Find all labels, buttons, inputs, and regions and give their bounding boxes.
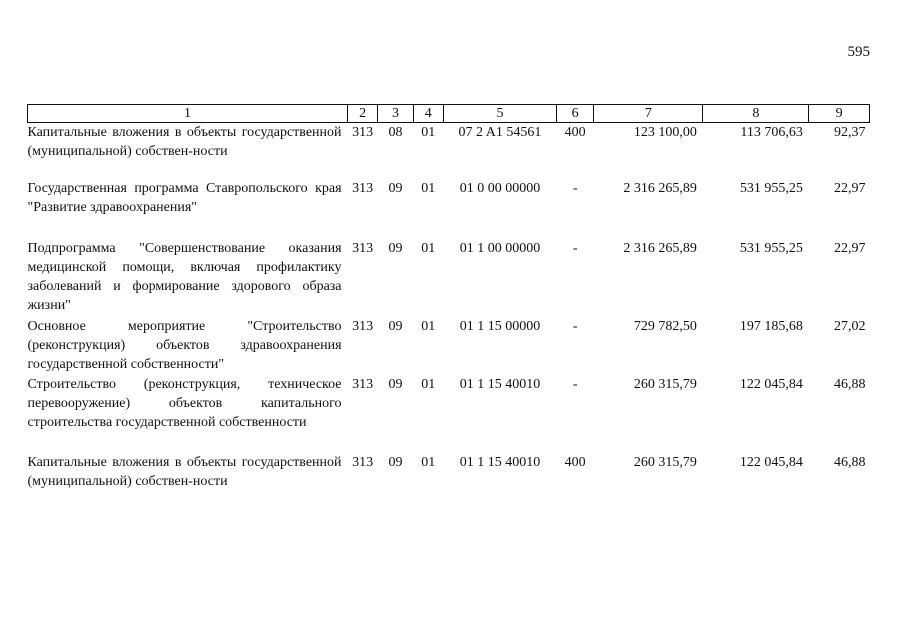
row-percent: 92,37 — [834, 125, 866, 140]
row-code-ministry: 313 — [352, 454, 374, 470]
row-code-expense-type: 400 — [564, 125, 586, 140]
row-percent: 22,97 — [834, 180, 866, 196]
row-amount-actual: 531 955,25 — [739, 180, 803, 196]
row-amount-plan: 2 316 265,89 — [623, 240, 697, 256]
row-code-section: 09 — [388, 180, 403, 196]
header-row — [28, 105, 870, 123]
table-row — [28, 179, 870, 239]
row-code-section: 09 — [388, 240, 403, 256]
budget-table — [27, 104, 870, 513]
row-amount-actual: 197 185,68 — [739, 318, 803, 334]
row-code-subsection: 01 — [421, 180, 436, 196]
row-code-ministry: 313 — [352, 180, 374, 196]
row-percent: 46,88 — [834, 454, 866, 470]
row-code-expense-type: - — [572, 376, 578, 392]
row-code-ministry: 313 — [352, 318, 374, 334]
row-amount-actual: 113 706,63 — [740, 125, 803, 140]
row-code-subsection: 01 — [421, 376, 436, 392]
row-code-subsection: 01 — [421, 125, 436, 140]
row-amount-actual: 122 045,84 — [739, 376, 803, 392]
row-code-subsection: 01 — [421, 318, 436, 334]
row-amount-actual: 531 955,25 — [739, 240, 803, 256]
table-row — [28, 317, 870, 375]
header-col-8: 8 — [703, 105, 809, 123]
page-number: 595 — [847, 44, 870, 60]
row-name: Капитальные вложения в объекты государственной (муниципальной) собствен-ности — [27, 125, 342, 159]
row-code-subsection: 01 — [421, 240, 436, 256]
table-row — [28, 375, 870, 453]
row-amount-plan: 260 315,79 — [633, 454, 697, 470]
row-percent: 27,02 — [834, 318, 866, 334]
header-col-5: 5 — [443, 105, 556, 123]
header-col-1: 1 — [28, 105, 348, 123]
row-amount-plan: 260 315,79 — [633, 376, 697, 392]
row-code-subsection: 01 — [421, 454, 436, 470]
row-percent: 46,88 — [834, 376, 866, 392]
row-code-target: 01 1 15 40010 — [459, 454, 541, 470]
header-col-6: 6 — [556, 105, 593, 123]
row-amount-actual: 122 045,84 — [739, 454, 803, 470]
row-name: Подпрограмма "Совершенствование оказания медицинской помощи, включая профилактику заболеваний и формирование здорового образа жизни" — [27, 240, 342, 313]
row-code-ministry: 313 — [352, 376, 374, 392]
row-code-section: 09 — [388, 318, 403, 334]
row-code-section: 08 — [388, 125, 403, 140]
row-code-target: 01 1 15 40010 — [459, 376, 541, 392]
row-amount-plan: 729 782,50 — [633, 318, 697, 334]
table-row — [28, 123, 870, 179]
row-code-target: 01 1 00 00000 — [459, 240, 541, 256]
header-col-2: 2 — [348, 105, 378, 123]
header-col-7: 7 — [594, 105, 703, 123]
row-code-expense-type: - — [572, 240, 578, 256]
row-amount-plan: 123 100,00 — [633, 125, 697, 140]
table-row — [28, 239, 870, 317]
row-name: Капитальные вложения в объекты государственной (муниципальной) собствен-ности — [27, 454, 342, 489]
header-col-4: 4 — [413, 105, 443, 123]
row-code-section: 09 — [388, 454, 403, 470]
row-name: Государственная программа Ставропольского края "Развитие здравоохранения" — [27, 180, 342, 215]
row-code-expense-type: 400 — [564, 454, 586, 470]
row-code-expense-type: - — [572, 180, 578, 196]
row-percent: 22,97 — [834, 240, 866, 256]
row-amount-plan: 2 316 265,89 — [623, 180, 697, 196]
row-code-section: 09 — [388, 376, 403, 392]
table-body — [28, 123, 870, 513]
row-code-ministry: 313 — [352, 125, 374, 140]
row-code-expense-type: - — [572, 318, 578, 334]
header-col-9: 9 — [809, 105, 870, 123]
row-code-ministry: 313 — [352, 240, 374, 256]
table-row — [28, 453, 870, 513]
header-col-3: 3 — [378, 105, 413, 123]
row-name: Строительство (реконструкция, техническое перевооружение) объектов капитального строительства государственной собственности — [27, 376, 342, 430]
row-code-target: 01 0 00 00000 — [459, 180, 541, 196]
row-code-target: 01 1 15 00000 — [459, 318, 541, 334]
row-name: Основное мероприятие "Строительство (реконструкция) объектов здравоохранения государственной собственности" — [27, 318, 342, 372]
row-code-target: 07 2 A1 54561 — [458, 125, 542, 140]
